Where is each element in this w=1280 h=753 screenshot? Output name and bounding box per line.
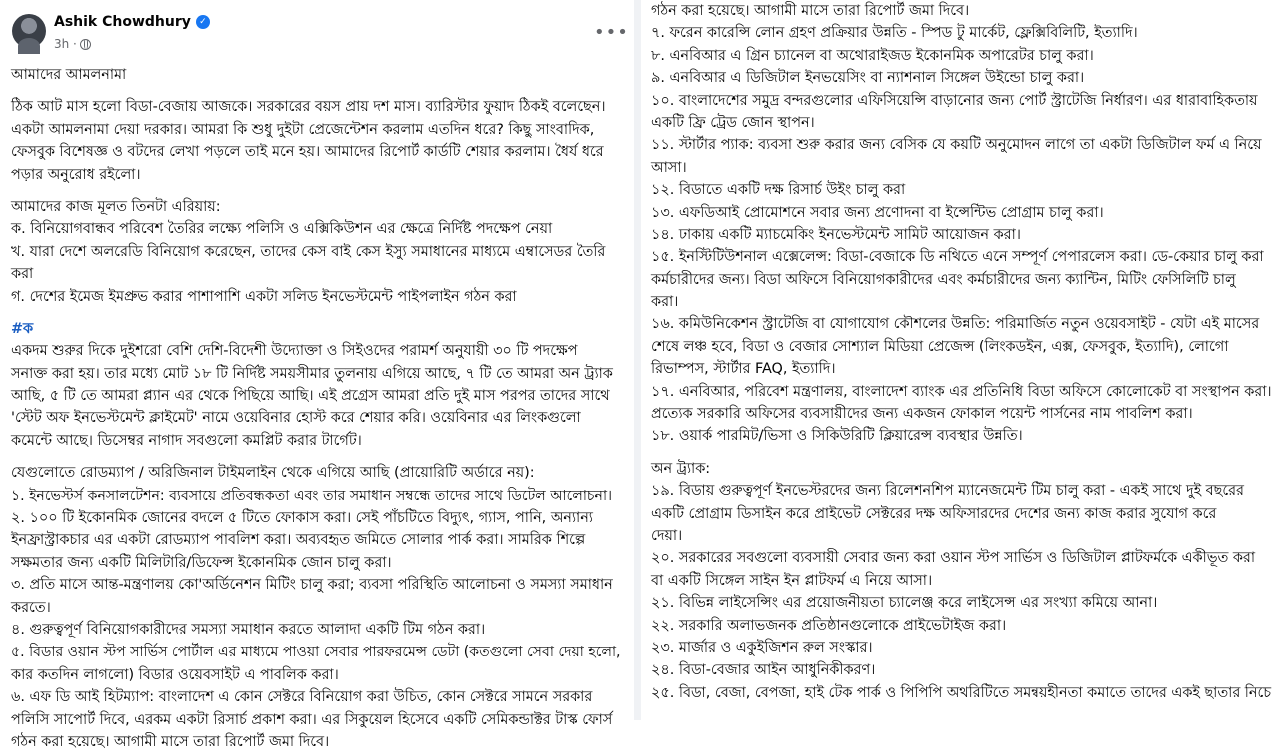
text-line: ৭. ফরেন কারেন্সি লোন গ্রহণ প্রক্রিয়ার উন্নতি - স্পিড টু মার্কেট, ফ্লেক্সিবিলিটি, ইত্যাদি।	[651, 25, 1138, 42]
text-line: ইনফ্রাস্ট্রাকচার এর একটা রোডম্যাপ পাবলিশ করা। অব্যবহৃত জমিতে সোলার পার্ক করা। সামরিক শিল্পে	[11, 532, 586, 549]
text-line: ১১. স্টার্টার প্যাক: ব্যবসা শুরু করার জন্য বেসিক যে কয়টি অনুমোদন লাগে তা একটা ডিজিটাল ফর্ম এ নিয়ে	[651, 137, 1262, 154]
text-line: ৬. এফ ডি আই হিটম্যাপ: বাংলাদেশ এ কোন সেক্টরে বিনিয়োগ করা উচিত, কোন সেক্টরে সামনে সরকার	[11, 689, 593, 706]
text-line: ফেসবুক বিশেষজ্ঞ ও বটদের লেখা পড়লে তাই মনে হয়। আমাদের রিপোর্ট কার্ডটি শেয়ার করলাম। ধৈর্য ধরে	[11, 144, 604, 161]
text-line: ঠিক আট মাস হলো বিডা-বেজায় আজকে। সরকারের বয়স প্রায় দশ মাস। ব্যারিস্টার ফুয়াদ ঠিকই বলেছেন।	[11, 99, 606, 116]
text-line: কমেন্টে আছে। ডিসেম্বর নাগাদ সবগুলো কমপ্লিট করার টার্গেট।	[11, 432, 362, 449]
globe-icon	[80, 39, 91, 50]
text-line: ২২. সরকারি অলাভজনক প্রতিষ্ঠানগুলোকে প্রাইভেটাইজ করা।	[651, 617, 1007, 634]
text-line: আমাদের কাজ মূলত তিনটা এরিয়ায়:	[11, 198, 221, 215]
text-line: একদম শুরুর দিকে দুইশরো বেশি দেশি-বিদেশী উদ্যোক্তা ও সিইওদের পরামর্শ অনুযায়ী ৩০ টি পদক্ষেপ	[11, 343, 578, 360]
text-line: ২. ১০০ টি ইকোনমিক জোনের বদলে ৫ টিতে ফোকাস করা। সেই পাঁচটিতে বিদ্যুৎ, গ্যাস, পানি, অন্যান্য	[11, 510, 593, 527]
text-line: খ. যারা দেশে অলরেডি বিনিয়োগ করেছেন, তাদের কেস বাই কেস ইস্যু সমাধানের মাধ্যমে এম্বাসেডর তৈরি	[11, 243, 606, 260]
text-line: ২০. সরকারের সবগুলো ব্যবসায়ী সেবার জন্য করা ওয়ান স্টপ সার্ভিস ও ডিজিটাল প্লাটফর্মকে একীভূত করা	[651, 550, 1255, 567]
text-line: ২৫. বিডা, বেজা, বেপজা, হাই টেক পার্ক ও পিপিপি অথরিটিতে সমন্বয়হীনতা কমাতে তাদের একই ছাতার নিচে	[651, 684, 1272, 701]
text-line: ১৭. এনবিআর, পরিবেশ মন্ত্রণালয়, বাংলাদেশ ব্যাংক এর প্রতিনিধি বিডা অফিসে কোলোকেট বা সংস্থাপন করা।	[651, 383, 1272, 400]
post-meta	[54, 37, 91, 51]
post-title: আমাদের আমলনামা	[11, 67, 127, 83]
post-right-column	[641, 0, 1280, 720]
text-line: করা।	[651, 294, 679, 311]
text-line: ৪. গুরুত্বপূর্ণ বিনিয়োগকারীদের সমস্যা সমাধান করতে আলাদা একটি টিম গঠন করা।	[11, 621, 486, 638]
text-line: ১২. বিডাতে একটি দক্ষ রিসার্চ উইং চালু করা	[651, 182, 906, 199]
text-line: ১৪. ঢাকায় একটি ম্যাচমেকিং ইনভেস্টমেন্ট সামিট আয়োজন করা।	[651, 226, 1021, 243]
text-line: ৩. প্রতি মাসে আন্ত-মন্ত্রণালয় কো'অর্ডিনেশন মিটিং চালু করা; ব্যবসা পরিস্থিতি আলোচনা ও সমস্যা সমাধান	[11, 577, 613, 594]
text-line: ২৪. বিডা-বেজার আইন আধুনিকীকরণ।	[651, 662, 876, 679]
text-line: ১৬. কমিউনিকেশন স্ট্রাটেজি বা যোগাযোগ কৌশলের উন্নতি: পরিমার্জিত নতুন ওয়েবসাইট - যেটা এই মাসের	[651, 316, 1260, 333]
column-divider	[634, 0, 641, 720]
text-line: ১৮. ওয়ার্ক পারমিট/ভিসা ও সিকিউরিটি ক্লিয়ারেন্স ব্যবস্থার উন্নতি।	[651, 428, 1023, 445]
text-line: ৫. বিডার ওয়ান স্টপ সার্ভিস পোর্টাল এর মাধ্যমে পাওয়া সেবার পারফরমেন্স ডেটা (কতগুলো সেবা দেয়া হলো,	[11, 644, 621, 661]
text-line: একটি প্রোগ্রাম ডিসাইন করে প্রাইভেট সেক্টরের দক্ষ অফিসারদের দেশের জন্য কাজ করার সুযোগ করে	[651, 505, 1217, 522]
text-line: করা	[11, 266, 34, 283]
text-line: আছি, ৫ টি তে আমরা প্ল্যান এর থেকে পিছিয়ে আছি। এই প্রগ্রেস আমরা প্রতি দুই মাস পরপর তাদের সাথে	[11, 388, 610, 405]
avatar[interactable]	[12, 14, 46, 48]
text-line: ৯. এনবিআর এ ডিজিটাল ইনভয়েসিং বা ন্যাশনাল সিঙ্গেল উইন্ডো চালু করা।	[651, 70, 1085, 87]
text-line: ক. বিনিয়োগবান্ধব পরিবেশ তৈরির লক্ষ্যে পলিসি ও এক্সিকিউশন এর ক্ষেত্রে নির্দিষ্ট পদক্ষেপ নেয়া	[11, 221, 553, 238]
post-body-left	[0, 60, 634, 753]
post-body-right	[641, 0, 1280, 704]
text-line: বা একটি সিঙ্গেল সাইন ইন প্লাটফর্ম এ নিয়ে আসা।	[651, 572, 933, 589]
text-line: ২৩. মার্জার ও একুইজিশন রুল সংস্কার।	[651, 639, 873, 656]
text-line: ২১. বিভিন্ন লাইসেন্সিং এর প্রয়োজনীয়তা চ্যালেঞ্জ করে লাইসেন্স এর সংখ্যা কমিয়ে আনা।	[651, 595, 1158, 612]
hashtag-link[interactable]: #ক	[11, 320, 34, 337]
text-line: করতে।	[11, 599, 51, 616]
text-line: ১. ইনভেস্টর্স কনসালটেশন: ব্যবসায়ে প্রতিবন্ধকতা এবং তার সমাধান সম্বন্ধে তাদের সাথে ডিটেল আলোচনা।	[11, 487, 613, 504]
text-line: ১৫. ইনস্টিটিউশনাল এক্সেলেন্স: বিডা-বেজাকে ডি নথিতে এনে সম্পূর্ণ পেপারলেস করা। ডে-কেয়ার চালু করা	[651, 249, 1264, 266]
more-options-icon[interactable]: •••	[594, 22, 629, 43]
text-line: আসা।	[651, 159, 687, 176]
text-line: ৮. এনবিআর এ গ্রিন চ্যানেল বা অথোরাইজড ইকোনমিক অপারেটর চালু করা।	[651, 47, 1094, 64]
text-line: একটি ফ্রি ট্রেড জোন স্থাপন।	[651, 114, 815, 131]
text-line: শেষে লঞ্চ হবে, বিডা ও বেজার সোশ্যাল মিডিয়া প্রেজেন্স (লিংকডইন, এক্স, ফেসবুক, ইত্যাদি), লোগো	[651, 338, 1229, 355]
text-line: একটা আমলনামা দেয়া দরকার। আমরা কি শুধু দুইটা প্রেজেন্টেশন করলাম এতদিন ধরে? কিছু সাংবাদিক,	[11, 121, 595, 138]
post-left-column	[0, 0, 634, 750]
text-line: পড়ার অনুরোধ রইলো।	[11, 166, 141, 183]
text-line: প্রত্যেক সরকারি অফিসের ব্যবসায়ীদের জন্য একজন ফোকাল পয়েন্ট পার্সনের নাম পাবলিশ করা।	[651, 406, 1193, 423]
text-line: রিভাম্পস, স্টার্টার FAQ, ইত্যাদি।	[651, 361, 836, 378]
text-line: সনাক্ত করা হয়। তার মধ্যে মোট ১৮ টি নির্দিষ্ট সময়সীমার তুলনায় এগিয়ে আছে, ৭ টি তে আমরা অন ট্র্যাক	[11, 365, 613, 382]
text-line: যেগুলোতে রোডম্যাপ / অরিজিনাল টাইমলাইন থেকে এগিয়ে আছি (প্রায়োরিটি অর্ডারে নয়):	[11, 465, 535, 482]
text-line: গঠন করা হয়েছে। আগামী মাসে তারা রিপোর্ট জমা দিবে।	[11, 733, 330, 750]
text-line: ১০. বাংলাদেশের সমুদ্র বন্দরগুলোর এফিসিয়েন্সি বাড়ানোর জন্য পোর্ট স্ট্রাটেজি নির্ধারণ। এর ধারাবাহিকতায়	[651, 92, 1258, 109]
section-heading: অন ট্র্যাক:	[651, 460, 711, 477]
text-line: দেয়া।	[651, 527, 683, 544]
text-line: ১৩. এফডিআই প্রোমোশনে সবার জন্য প্রণোদনা বা ইন্সেন্টিভ প্রোগ্রাম চালু করা।	[651, 204, 1104, 221]
text-line: পলিসি সাপোর্ট দিবে, এরকম একটা রিসার্চ প্রকাশ করা। এর সিকুয়েল হিসেবে একটি সেমিকন্ডাক্টর টাস্ক ফোর্স	[11, 711, 613, 728]
text-line: গঠন করা হয়েছে। আগামী মাসে তারা রিপোর্ট জমা দিবে।	[651, 3, 970, 19]
text-line: কার কতদিন লাগলো) বিডার ওয়েবসাইট এ পাবলিক করা।	[11, 666, 339, 683]
text-line: গ. দেশের ইমেজ ইমপ্রুভ করার পাশাপাশি একটা সলিড ইনভেস্টমেন্ট পাইপলাইন গঠন করা	[11, 288, 517, 305]
post-header	[0, 0, 634, 60]
text-line: ১৯. বিডায় গুরুত্বপূর্ণ ইনভেস্টরদের জন্য রিলেশনশিপ ম্যানেজমেন্ট টিম চালু করা - একই সাথে দুই বছরের	[651, 483, 1244, 500]
text-line: সক্ষমতার জন্য একটি মিলিটারি/ডিফেন্স ইকোনমিক জোন চালু করা।	[11, 554, 392, 571]
text-line: কর্মচারীদের জন্য। বিডা অফিসে বিনিয়োগকারীদের এবং কর্মচারীদের জন্য ক্যান্টিন, মিটিং ফেসিলিটি চালু	[651, 271, 1236, 288]
author-name[interactable]: Ashik Chowdhury	[54, 14, 191, 30]
text-line: 'স্টেট অফ ইনভেস্টমেন্ট ক্লাইমেট' নামে ওয়েবিনার হোস্ট করে শেয়ার করি। ওয়েবিনার এর লিংকগুলো	[11, 410, 581, 427]
verified-badge-icon: ✓	[196, 15, 210, 29]
post-timestamp[interactable]: 3h ·	[54, 37, 77, 51]
